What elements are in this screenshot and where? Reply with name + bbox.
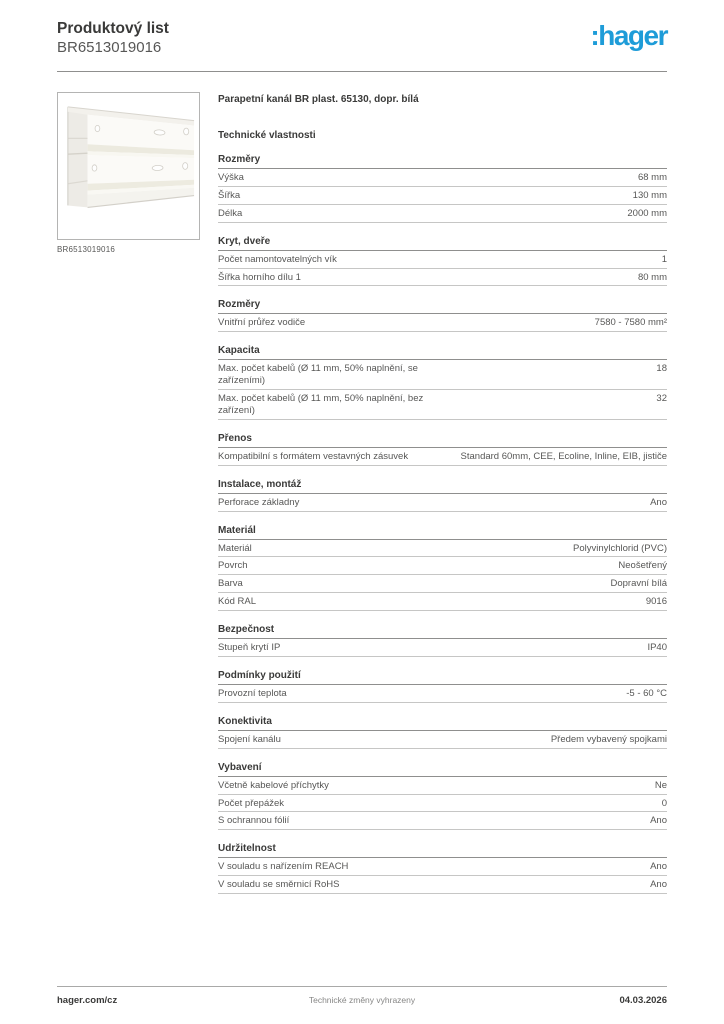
spec-row-label: V souladu se směrnicí RoHS bbox=[218, 879, 340, 891]
spec-row-label: Šířka bbox=[218, 189, 241, 201]
spec-section bbox=[218, 433, 667, 466]
spec-row-value: Dopravní bílá bbox=[610, 578, 667, 590]
spec-row-label: Barva bbox=[218, 578, 243, 590]
spec-row bbox=[218, 557, 667, 575]
spec-row bbox=[218, 858, 667, 876]
technical-properties-heading: Technické vlastnosti bbox=[218, 130, 316, 141]
spec-row bbox=[218, 360, 667, 390]
spec-row-label: Počet přepážek bbox=[218, 797, 285, 809]
spec-row-value: Ano bbox=[650, 496, 667, 508]
spec-row-value: 18 bbox=[656, 363, 667, 375]
spec-row-value: Standard 60mm, CEE, Ecoline, Inline, EIB, jističe bbox=[460, 450, 667, 462]
spec-section-heading: Kapacita bbox=[218, 345, 667, 360]
spec-row-value: Ano bbox=[650, 815, 667, 827]
spec-row-value: 68 mm bbox=[637, 172, 667, 183]
spec-row-label: S ochrannou fólií bbox=[218, 815, 290, 827]
main-content bbox=[57, 92, 667, 894]
hager-logo: :hager bbox=[590, 20, 667, 51]
spec-row bbox=[218, 205, 667, 223]
spec-row-label: Šířka horního dílu 1 bbox=[218, 271, 301, 283]
spec-section bbox=[218, 479, 667, 512]
document-title: Produktový list bbox=[57, 20, 169, 37]
product-image-caption: BR6513019016 bbox=[57, 245, 116, 254]
spec-section bbox=[218, 299, 667, 332]
spec-row bbox=[218, 494, 667, 512]
spec-section bbox=[218, 716, 667, 749]
spec-section-heading: Podmínky použití bbox=[218, 670, 667, 685]
spec-row-value: Polyvinylchlorid (PVC) bbox=[573, 542, 667, 554]
spec-row-label: Spojení kanálu bbox=[218, 733, 281, 745]
spec-row-label: Délka bbox=[218, 207, 243, 219]
spec-row-label: Vnitřní průřez vodiče bbox=[218, 317, 306, 329]
spec-row-value: Ne bbox=[654, 779, 667, 791]
spec-row bbox=[218, 390, 667, 420]
spec-row-label: Stupeň krytí IP bbox=[218, 642, 281, 653]
spec-section bbox=[218, 670, 667, 703]
spec-section-heading: Udržitelnost bbox=[218, 843, 667, 858]
spec-row-label: Počet namontovatelných vík bbox=[218, 253, 337, 265]
header-divider bbox=[57, 71, 667, 72]
sections-container bbox=[218, 154, 667, 894]
product-code: BR6513019016 bbox=[57, 38, 162, 56]
spec-section-heading: Konektivita bbox=[218, 716, 667, 731]
spec-row-value: 7580 - 7580 mm² bbox=[594, 317, 667, 329]
spec-section bbox=[218, 236, 667, 287]
spec-section-heading: Vybavení bbox=[218, 762, 667, 777]
spec-section bbox=[218, 345, 667, 420]
spec-row-label: Provozní teplota bbox=[218, 687, 287, 699]
spec-row bbox=[218, 812, 667, 830]
spec-row-value: Předem vybavený spojkami bbox=[550, 733, 667, 745]
spec-row-value: Ano bbox=[650, 879, 667, 891]
spec-row bbox=[218, 575, 667, 593]
spec-row-value: 2000 mm bbox=[627, 207, 667, 219]
spec-row-label: Max. počet kabelů (Ø 11 mm, 50% naplnění, se zařízeními) bbox=[218, 363, 418, 387]
product-image bbox=[57, 92, 200, 240]
spec-row-label: Kód RAL bbox=[218, 596, 257, 608]
spec-row bbox=[218, 685, 667, 703]
spec-row bbox=[218, 639, 667, 657]
spec-row-value: IP40 bbox=[647, 642, 667, 653]
spec-row bbox=[218, 777, 667, 795]
specs-column bbox=[218, 92, 667, 894]
spec-row bbox=[218, 731, 667, 749]
footer-website: hager.com/cz bbox=[57, 995, 118, 1006]
parapet-trunking-illustration bbox=[58, 93, 199, 239]
spec-row-label: Povrch bbox=[218, 560, 248, 572]
spec-section-heading: Rozměry bbox=[218, 299, 667, 314]
spec-section bbox=[218, 154, 667, 223]
spec-row-value: -5 - 60 °C bbox=[626, 687, 667, 699]
product-title: Parapetní kanál BR plast. 65130, dopr. bílá bbox=[218, 94, 419, 105]
spec-row-label: Perforace základny bbox=[218, 496, 300, 508]
spec-row-value: 9016 bbox=[645, 596, 667, 608]
footer bbox=[57, 995, 667, 1006]
header bbox=[57, 20, 667, 57]
footer-divider bbox=[57, 986, 667, 987]
spec-section-heading: Rozměry bbox=[218, 154, 667, 169]
spec-row bbox=[218, 540, 667, 558]
spec-row-label: Kompatibilní s formátem vestavných zásuvek bbox=[218, 450, 409, 462]
spec-section-heading: Bezpečnost bbox=[218, 624, 667, 639]
spec-row bbox=[218, 448, 667, 466]
spec-row-label: Včetně kabelové příchytky bbox=[218, 779, 329, 791]
spec-section-heading: Instalace, montáž bbox=[218, 479, 667, 494]
spec-section-heading: Přenos bbox=[218, 433, 667, 448]
spec-section-heading: Kryt, dveře bbox=[218, 236, 667, 251]
spec-row-value: 32 bbox=[656, 393, 667, 404]
spec-row-label: Materiál bbox=[218, 542, 252, 554]
spec-row-label: Max. počet kabelů (Ø 11 mm, 50% naplnění, bez zařízení) bbox=[218, 393, 424, 416]
spec-row-label: Výška bbox=[218, 172, 244, 183]
spec-row bbox=[218, 876, 667, 894]
spec-section bbox=[218, 762, 667, 831]
footer-notice: Technické změny vyhrazeny bbox=[308, 995, 416, 1005]
spec-row-value: 1 bbox=[661, 253, 667, 265]
spec-row bbox=[218, 593, 667, 611]
product-image-column bbox=[57, 92, 200, 254]
spec-row-value: 130 mm bbox=[632, 189, 667, 201]
spec-section bbox=[218, 525, 667, 612]
spec-row bbox=[218, 269, 667, 287]
spec-row bbox=[218, 314, 667, 332]
spec-row bbox=[218, 251, 667, 269]
spec-section bbox=[218, 843, 667, 894]
spec-section bbox=[218, 624, 667, 657]
spec-row-value: 0 bbox=[661, 797, 667, 809]
spec-row bbox=[218, 187, 667, 205]
spec-row-label: V souladu s nařízením REACH bbox=[218, 861, 349, 873]
spec-row-value: 80 mm bbox=[637, 271, 667, 283]
footer-date: 04.03.2026 bbox=[619, 995, 667, 1006]
spec-section-heading: Materiál bbox=[218, 525, 667, 540]
spec-row-value: Neošetřený bbox=[618, 560, 667, 572]
spec-row bbox=[218, 795, 667, 813]
header-titles bbox=[57, 20, 169, 57]
spec-row-value: Ano bbox=[650, 861, 667, 873]
spec-row bbox=[218, 169, 667, 187]
